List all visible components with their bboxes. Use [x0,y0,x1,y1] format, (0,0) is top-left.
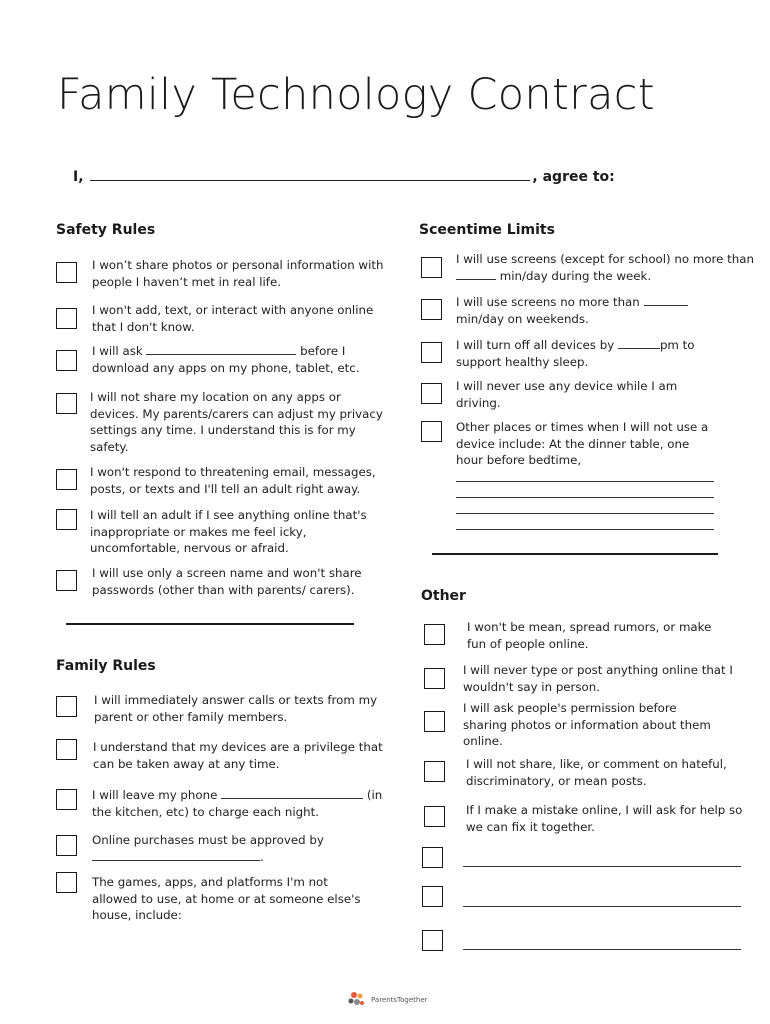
checkbox[interactable] [56,469,77,490]
write-in-line[interactable] [456,497,714,498]
item-text [92,787,392,820]
agreement-line [73,168,615,185]
item-text: I won't respond to threatening email, messages, posts, or texts and I'll tell an adult right away. [90,465,376,496]
checkbox[interactable] [421,383,442,404]
section-divider [432,553,718,555]
write-in-line[interactable] [456,481,714,482]
item-text: Other places or times when I will not use a device include: At the dinner table, one hour before bedtime, [456,420,709,467]
checkbox[interactable] [56,835,77,856]
text-part: Online purchases must be approved by [92,833,324,847]
checkbox[interactable] [56,509,77,530]
item-text: I will never use any device while I am driving. [456,379,678,410]
text-part: . [260,849,264,864]
checkbox[interactable] [424,761,445,782]
item-text [456,337,726,370]
checkbox[interactable] [421,257,442,278]
checkbox[interactable] [421,421,442,442]
other-heading: Other [421,588,466,604]
text-part: min/day on weekends. [456,311,589,326]
item-text: I won’t share photos or personal information with people I haven’t met in real life. [92,258,384,289]
checkbox[interactable] [424,806,445,827]
agree-prefix: I, [73,169,84,185]
checkbox[interactable] [56,696,77,717]
parentstogether-logo [346,990,428,1010]
checkbox[interactable] [421,299,442,320]
item-text: I won't add, text, or interact with anyone online that I don't know. [92,303,374,334]
item-text: I will immediately answer calls or texts from my parent or other family members. [94,693,378,724]
write-in-line[interactable] [456,513,714,514]
fill-blank[interactable] [644,295,688,306]
text-part: I will ask [92,344,147,358]
checkbox[interactable] [56,262,77,283]
screentime-limits-heading: Sceentime Limits [419,222,555,238]
write-in-line[interactable] [463,906,741,907]
item-text: The games, apps, and platforms I'm not allowed to use, at home or at someone else's house, include: [92,875,361,922]
item-text: I won't be mean, spread rumors, or make fun of people online. [467,620,712,651]
text-part: before I download any apps on my phone, tablet, etc. [92,344,360,375]
item-text: I will not share, like, or comment on hateful, discriminatory, or mean posts. [466,757,727,788]
text-part: pm to support healthy sleep. [456,338,695,369]
checkbox[interactable] [56,789,77,810]
checkbox[interactable] [424,668,445,689]
agree-suffix: , agree to: [532,169,615,185]
checkbox[interactable] [424,711,445,732]
fill-blank[interactable] [221,788,363,799]
checkbox[interactable] [56,739,77,760]
write-in-line[interactable] [463,949,741,950]
item-text [456,294,726,327]
text-part: I will turn off all devices by [456,338,618,352]
item-text: I will not share my location on any apps or devices. My parents/carers can adjust my privacy settings any time. I understand this is for my safety. [90,390,383,454]
text-part: (in the kitchen, etc) to charge each night. [92,788,383,819]
text-part: min/day during the week. [496,268,652,283]
item-text [92,343,392,376]
checkbox[interactable] [422,847,443,868]
family-rules-heading: Family Rules [56,658,156,674]
write-in-line[interactable] [463,866,741,867]
section-divider [66,623,354,625]
name-blank[interactable] [90,168,530,181]
text-part: I will use screens no more than [456,295,644,309]
logo-text: ParentsTogether [371,996,428,1004]
checkbox[interactable] [56,350,77,371]
checkbox[interactable] [56,570,77,591]
item-text: I will ask people's permission before sharing photos or information about them online. [463,701,711,748]
item-text: If I make a mistake online, I will ask for help so we can fix it together. [466,803,743,834]
fill-blank[interactable] [456,269,496,280]
checkbox[interactable] [56,393,77,414]
checkbox[interactable] [422,886,443,907]
checkbox[interactable] [56,308,77,329]
page-title: Family Technology Contract [57,70,655,120]
text-part: I will leave my phone [92,788,222,802]
item-text: I will never type or post anything online that I wouldn't say in person. [463,663,733,694]
checkbox[interactable] [421,342,442,363]
checkbox[interactable] [422,930,443,951]
write-in-line[interactable] [456,529,714,530]
text-part: I will use screens (except for school) no more than [456,252,754,266]
item-text [456,251,756,284]
fill-blank[interactable] [618,338,660,349]
parentstogether-logo-icon [346,990,368,1010]
fill-blank[interactable] [146,344,296,355]
checkbox[interactable] [424,624,445,645]
safety-rules-heading: Safety Rules [56,222,156,238]
fill-blank[interactable] [92,850,260,861]
item-text: I will use only a screen name and won't share passwords (other than with parents/ carers). [92,566,362,597]
item-text: I will tell an adult if I see anything online that's inappropriate or makes me feel icky, uncomfortable, nervous or afraid. [90,508,367,555]
checkbox[interactable] [56,872,77,893]
item-text: I understand that my devices are a privilege that can be taken away at any time. [93,740,383,771]
item-text [92,832,392,865]
